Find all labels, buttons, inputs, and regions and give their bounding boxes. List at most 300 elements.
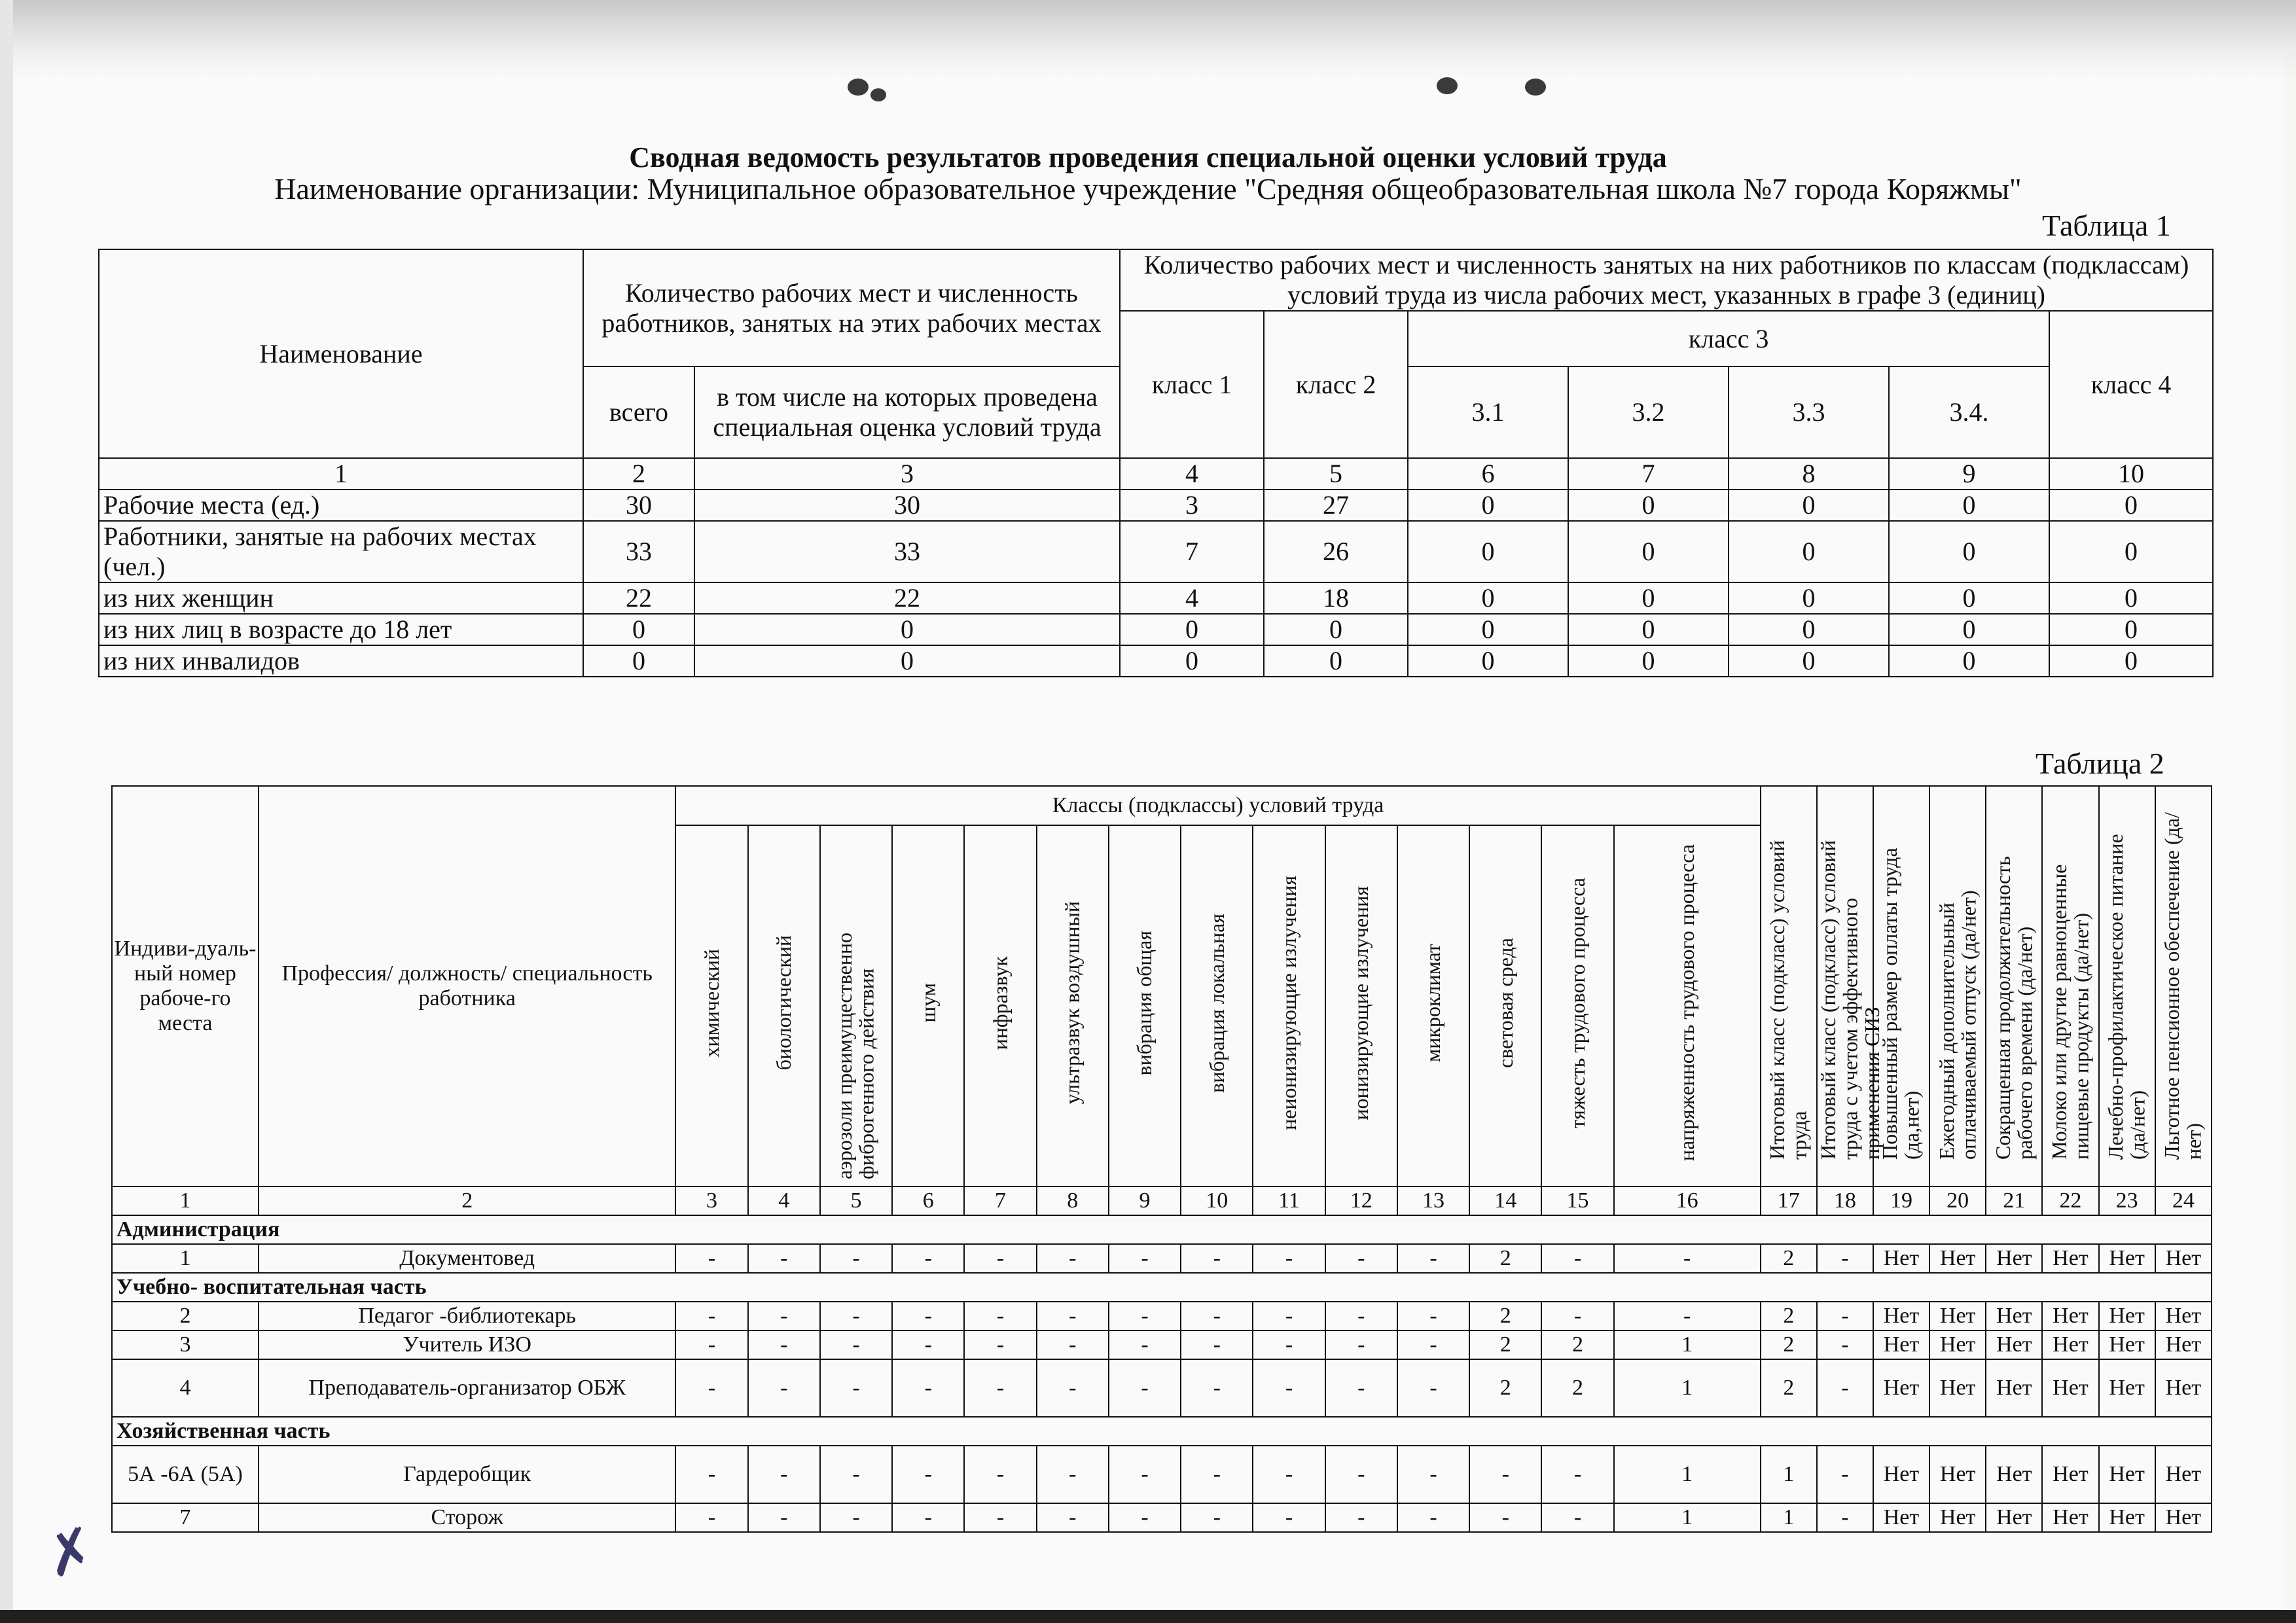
summary-table — [98, 249, 2214, 677]
table-cell: - — [1253, 1503, 1325, 1532]
header-factor-text: тяжесть трудового процесса — [1565, 877, 1589, 1129]
colnum: 15 — [1541, 1186, 1613, 1215]
header-class3: класс 3 — [1408, 311, 2049, 366]
table-cell: 0 — [583, 645, 694, 677]
header-factor-text: инфразвук — [988, 955, 1012, 1050]
table-cell: Нет — [2155, 1302, 2212, 1330]
table-cell: 0 — [1889, 490, 2049, 521]
table-cell: Нет — [1986, 1244, 2042, 1273]
section-row — [112, 1215, 2212, 1244]
table-cell: 1 — [1614, 1446, 1761, 1503]
table-cell: - — [1253, 1446, 1325, 1503]
table-cell: - — [1325, 1503, 1397, 1532]
colnum: 14 — [1469, 1186, 1541, 1215]
row-label: Рабочие места (ед.) — [99, 490, 583, 521]
table-cell: - — [1817, 1302, 1873, 1330]
table-cell: - — [1817, 1503, 1873, 1532]
table-cell: 0 — [1889, 582, 2049, 614]
table-cell: Нет — [1929, 1330, 1986, 1359]
table-cell: 2 — [1761, 1330, 1817, 1359]
table-cell: - — [1817, 1446, 1873, 1503]
header-factor — [748, 825, 820, 1186]
table-cell: - — [820, 1330, 892, 1359]
table-cell: - — [1181, 1330, 1253, 1359]
table-cell: - — [1541, 1302, 1613, 1330]
table-cell: - — [675, 1359, 747, 1417]
header-workplaces-group: Количество рабочих мест и численность работников, занятых на этих рабочих местах — [583, 249, 1120, 366]
header-classes: Классы (подклассы) условий труда — [675, 786, 1760, 825]
table-cell: - — [748, 1302, 820, 1330]
section-row — [112, 1273, 2212, 1302]
punch-hole — [870, 88, 886, 101]
table-cell: - — [1541, 1503, 1613, 1532]
table-cell: 3 — [1120, 490, 1264, 521]
table-cell: - — [748, 1503, 820, 1532]
table-cell: - — [892, 1302, 964, 1330]
table-cell: - — [820, 1359, 892, 1417]
table-cell: - — [1325, 1330, 1397, 1359]
table-cell: - — [675, 1503, 747, 1532]
profession: Гардеробщик — [259, 1446, 675, 1503]
table-cell: 2 — [1761, 1244, 1817, 1273]
table-cell: 2 — [1541, 1330, 1613, 1359]
table-cell: - — [820, 1503, 892, 1532]
table-cell: 0 — [1729, 490, 1889, 521]
header-extra — [2099, 786, 2155, 1186]
table-cell: - — [820, 1302, 892, 1330]
table-cell: 2 — [1469, 1330, 1541, 1359]
table-cell: 0 — [1568, 645, 1729, 677]
table-cell: - — [675, 1330, 747, 1359]
row-label: из них лиц в возрасте до 18 лет — [99, 614, 583, 645]
table-cell: Нет — [2099, 1330, 2155, 1359]
table-cell: - — [1181, 1446, 1253, 1503]
table-cell: - — [1397, 1359, 1469, 1417]
header-factor-text: химический — [699, 948, 723, 1058]
table-cell: - — [1541, 1446, 1613, 1503]
scan-edge-bottom — [0, 1610, 2296, 1623]
table2-label: Таблица 2 — [2036, 747, 2164, 780]
table-cell: Нет — [1986, 1359, 2042, 1417]
table-cell: 0 — [1408, 490, 1568, 521]
table-cell: - — [1037, 1244, 1109, 1273]
table-cell: Нет — [1873, 1359, 1929, 1417]
workplace-id: 5А -6А (5А) — [112, 1446, 259, 1503]
header-factor — [964, 825, 1036, 1186]
header-extra — [1761, 786, 1817, 1186]
row-label: из них инвалидов — [99, 645, 583, 677]
scan-shadow — [0, 0, 2296, 79]
table-cell: - — [1109, 1302, 1181, 1330]
table-cell: 0 — [1568, 490, 1729, 521]
colnum: 13 — [1397, 1186, 1469, 1215]
header-name: Наименование — [99, 249, 583, 458]
header-total: всего — [583, 366, 694, 458]
table-cell: Нет — [1873, 1446, 1929, 1503]
colnum: 4 — [748, 1186, 820, 1215]
table-cell: - — [1614, 1244, 1761, 1273]
table-cell: 0 — [583, 614, 694, 645]
table-cell: 1 — [1761, 1503, 1817, 1532]
header-factor-text: световая среда — [1493, 937, 1517, 1068]
table-cell: 30 — [694, 490, 1120, 521]
table-cell: 1 — [1614, 1503, 1761, 1532]
header-extra — [2042, 786, 2098, 1186]
table-cell: Нет — [2042, 1244, 2098, 1273]
header-factor-text: микроклимат — [1421, 943, 1445, 1062]
table-cell: 7 — [1120, 521, 1264, 582]
header-factor — [1181, 825, 1253, 1186]
colnum: 5 — [820, 1186, 892, 1215]
profession: Документовед — [259, 1244, 675, 1273]
table-row — [112, 1359, 2212, 1417]
table-cell: 0 — [1729, 645, 1889, 677]
table-cell: - — [1037, 1446, 1109, 1503]
table-cell: - — [820, 1446, 892, 1503]
colnum: 6 — [892, 1186, 964, 1215]
header-factor — [1397, 825, 1469, 1186]
table-cell: Нет — [1873, 1503, 1929, 1532]
punch-hole — [848, 79, 869, 96]
table-cell: Нет — [2099, 1302, 2155, 1330]
table-cell: - — [892, 1330, 964, 1359]
table-cell: 0 — [1408, 582, 1568, 614]
table-row — [99, 582, 2213, 614]
workplace-id: 1 — [112, 1244, 259, 1273]
table-cell: 0 — [694, 645, 1120, 677]
header-extra — [2155, 786, 2212, 1186]
colnum: 9 — [1109, 1186, 1181, 1215]
header-classes-group: Количество рабочих мест и численность занятых на них работников по классам (подклассам) условий труда из числа рабочих мест, указанных в графе 3 (единиц) — [1120, 249, 2213, 311]
colnum: 10 — [1181, 1186, 1253, 1215]
colnum: 1 — [112, 1186, 259, 1215]
workplaces-table — [111, 785, 2212, 1533]
table-cell: - — [892, 1446, 964, 1503]
colnum: 7 — [1568, 458, 1729, 490]
table-cell: 1 — [1614, 1330, 1761, 1359]
colnum: 19 — [1873, 1186, 1929, 1215]
table-cell: 0 — [2049, 490, 2213, 521]
header-factor — [1253, 825, 1325, 1186]
section-title: Администрация — [112, 1215, 2212, 1244]
table-cell: - — [1469, 1503, 1541, 1532]
header-factor-text: шум — [916, 983, 940, 1023]
table-cell: Нет — [1929, 1244, 1986, 1273]
table-cell: - — [1037, 1302, 1109, 1330]
column-numbers-row — [99, 458, 2213, 490]
table-row — [99, 521, 2213, 582]
table-cell: - — [1181, 1244, 1253, 1273]
header-factor — [1541, 825, 1613, 1186]
colnum: 16 — [1614, 1186, 1761, 1215]
table-cell: Нет — [1873, 1302, 1929, 1330]
table-cell: Нет — [2155, 1244, 2212, 1273]
table-cell: - — [675, 1302, 747, 1330]
table-cell: - — [1109, 1359, 1181, 1417]
header-extra — [1873, 786, 1929, 1186]
table-cell: - — [1817, 1359, 1873, 1417]
table-cell: 0 — [1568, 582, 1729, 614]
colnum: 2 — [583, 458, 694, 490]
table-cell: Нет — [2099, 1503, 2155, 1532]
colnum: 7 — [964, 1186, 1036, 1215]
table-cell: Нет — [1929, 1302, 1986, 1330]
table-cell: 22 — [583, 582, 694, 614]
table-cell: Нет — [2155, 1330, 2212, 1359]
table-cell: 2 — [1761, 1359, 1817, 1417]
table-row — [112, 1302, 2212, 1330]
table-cell: 30 — [583, 490, 694, 521]
table-cell: 2 — [1469, 1359, 1541, 1417]
table-cell: Нет — [1986, 1446, 2042, 1503]
colnum: 2 — [259, 1186, 675, 1215]
header-class4: класс 4 — [2049, 311, 2213, 458]
workplace-id: 4 — [112, 1359, 259, 1417]
colnum: 3 — [694, 458, 1120, 490]
header-factor — [1325, 825, 1397, 1186]
header-factor-text: вибрация общая — [1132, 930, 1157, 1076]
table-cell: - — [1253, 1359, 1325, 1417]
table-cell: - — [748, 1330, 820, 1359]
colnum: 1 — [99, 458, 583, 490]
table-cell: - — [1397, 1244, 1469, 1273]
table-cell: - — [964, 1330, 1036, 1359]
colnum: 23 — [2099, 1186, 2155, 1215]
table-cell: Нет — [2099, 1359, 2155, 1417]
header-factor-text: биологический — [772, 935, 795, 1071]
table-cell: 27 — [1264, 490, 1408, 521]
header-factor — [820, 825, 892, 1186]
workplace-id: 3 — [112, 1330, 259, 1359]
table-cell: - — [1253, 1244, 1325, 1273]
table-cell: 2 — [1469, 1302, 1541, 1330]
table-cell: - — [1253, 1302, 1325, 1330]
table-cell: - — [1817, 1330, 1873, 1359]
table-cell: 0 — [2049, 582, 2213, 614]
table-cell: 18 — [1264, 582, 1408, 614]
header-sub-3-4: 3.4. — [1889, 366, 2049, 458]
table-cell: - — [1469, 1446, 1541, 1503]
table-row — [112, 1503, 2212, 1532]
colnum: 22 — [2042, 1186, 2098, 1215]
table-cell: - — [1181, 1359, 1253, 1417]
table-cell: - — [1397, 1503, 1469, 1532]
table-cell: 0 — [1264, 614, 1408, 645]
header-factor — [1614, 825, 1761, 1186]
header-sub-3-3: 3.3 — [1729, 366, 1889, 458]
table-cell: 0 — [1729, 521, 1889, 582]
organization-name: Наименование организации: Муниципальное образовательное учреждение "Средняя общеобразовательная школа №7 города Коряжмы" — [274, 172, 2022, 205]
table-cell: - — [964, 1503, 1036, 1532]
table-row — [112, 1446, 2212, 1503]
table-cell: 0 — [1408, 521, 1568, 582]
table-cell: - — [964, 1359, 1036, 1417]
table-cell: 2 — [1541, 1359, 1613, 1417]
table-cell: - — [1325, 1302, 1397, 1330]
table-cell: 0 — [1889, 614, 2049, 645]
table-cell: - — [1037, 1359, 1109, 1417]
workplace-id: 7 — [112, 1503, 259, 1532]
header-factor-text: ультразвук воздушный — [1060, 901, 1084, 1105]
table-cell: Нет — [2042, 1359, 2098, 1417]
table-cell: Нет — [1986, 1330, 2042, 1359]
header-extra-text: Итоговый класс (подкласс) условий труда — [1765, 840, 1811, 1160]
table-cell: - — [1397, 1302, 1469, 1330]
header-factor — [675, 825, 747, 1186]
table-cell: - — [1397, 1446, 1469, 1503]
table-cell: - — [748, 1446, 820, 1503]
header-workplace-id: Индиви-дуаль-ный номер рабоче-го места — [112, 786, 259, 1186]
table-cell: - — [964, 1302, 1036, 1330]
header-factor — [1037, 825, 1109, 1186]
header-sub-3-1: 3.1 — [1408, 366, 1568, 458]
header-factor — [1109, 825, 1181, 1186]
table-cell: - — [964, 1244, 1036, 1273]
table-cell: Нет — [2099, 1446, 2155, 1503]
table-cell: 26 — [1264, 521, 1408, 582]
table-cell: - — [675, 1446, 747, 1503]
table-cell: - — [1181, 1302, 1253, 1330]
row-label: из них женщин — [99, 582, 583, 614]
table-cell: - — [1614, 1302, 1761, 1330]
table-cell: - — [748, 1244, 820, 1273]
profession: Учитель ИЗО — [259, 1330, 675, 1359]
table-cell: Нет — [1929, 1446, 1986, 1503]
header-extra-text: Льготное пенсионное обеспечение (да/нет) — [2160, 812, 2206, 1160]
row-label: Работники, занятые на рабочих местах (чел.) — [99, 521, 583, 582]
header-extra-text: Молоко или другие равноценные пищевые продукты (да/нет) — [2047, 865, 2093, 1160]
table-cell: - — [1037, 1503, 1109, 1532]
table-cell: 1 — [1761, 1446, 1817, 1503]
scan-edge-left — [0, 0, 13, 1623]
header-extra-text: Ежегодный дополнительный оплачиваемый отпуск (да/нет) — [1934, 890, 1981, 1160]
table-cell: 0 — [1889, 645, 2049, 677]
header-factor-text: вибрация локальная — [1204, 913, 1229, 1093]
table-row — [99, 490, 2213, 521]
handwritten-mark: ✗ — [38, 1515, 103, 1592]
header-profession: Профессия/ должность/ специальность работника — [259, 786, 675, 1186]
table-cell: 0 — [1889, 521, 2049, 582]
table-cell: 2 — [1761, 1302, 1817, 1330]
table-cell: - — [1109, 1503, 1181, 1532]
header-factor — [1469, 825, 1541, 1186]
table-cell: Нет — [1873, 1244, 1929, 1273]
table-cell: - — [892, 1503, 964, 1532]
table-row — [99, 614, 2213, 645]
table-cell: - — [892, 1359, 964, 1417]
table-cell: 33 — [583, 521, 694, 582]
colnum: 9 — [1889, 458, 2049, 490]
colnum: 5 — [1264, 458, 1408, 490]
table-cell: - — [964, 1446, 1036, 1503]
colnum: 21 — [1986, 1186, 2042, 1215]
table-cell: 0 — [1120, 614, 1264, 645]
table-row — [99, 645, 2213, 677]
table-cell: - — [1325, 1446, 1397, 1503]
table-cell: 0 — [2049, 521, 2213, 582]
header-factor-text: ионизирующие излучения — [1349, 885, 1372, 1120]
table-cell: Нет — [2042, 1503, 2098, 1532]
colnum: 8 — [1037, 1186, 1109, 1215]
header-extra-text: Сокращенная продолжительность рабочего времени (да/нет) — [1990, 856, 2037, 1160]
colnum: 6 — [1408, 458, 1568, 490]
colnum: 4 — [1120, 458, 1264, 490]
table-cell: - — [1109, 1244, 1181, 1273]
colnum: 18 — [1817, 1186, 1873, 1215]
table-cell: Нет — [1986, 1503, 2042, 1532]
header-extra-text: Итоговый класс (подкласс) условий труда с учетом эффективного применения СИЗ — [1816, 840, 1884, 1160]
table-cell: Нет — [2042, 1446, 2098, 1503]
header-extra-text: Повышенный размер оплаты труда (да,нет) — [1878, 847, 1924, 1160]
table-cell: 0 — [694, 614, 1120, 645]
table-cell: - — [1541, 1244, 1613, 1273]
table-cell: - — [748, 1359, 820, 1417]
colnum: 24 — [2155, 1186, 2212, 1215]
table-cell: Нет — [2155, 1359, 2212, 1417]
table-cell: 4 — [1120, 582, 1264, 614]
table-cell: - — [1397, 1330, 1469, 1359]
table-cell: 0 — [1120, 645, 1264, 677]
table-cell: 0 — [1729, 582, 1889, 614]
table-cell: - — [1817, 1244, 1873, 1273]
table-cell: - — [820, 1244, 892, 1273]
table-cell: Нет — [1873, 1330, 1929, 1359]
table-cell: 0 — [1408, 645, 1568, 677]
colnum: 8 — [1729, 458, 1889, 490]
table-cell: - — [1325, 1244, 1397, 1273]
table-cell: 22 — [694, 582, 1120, 614]
header-class2: класс 2 — [1264, 311, 1408, 458]
table-row — [112, 1330, 2212, 1359]
profession: Преподаватель-организатор ОБЖ — [259, 1359, 675, 1417]
table-cell: Нет — [1929, 1359, 1986, 1417]
header-extra — [1929, 786, 1986, 1186]
table-row — [112, 1244, 2212, 1273]
section-title: Хозяйственная часть — [112, 1417, 2212, 1446]
table-cell: 0 — [1568, 614, 1729, 645]
colnum: 17 — [1761, 1186, 1817, 1215]
table-cell: - — [675, 1244, 747, 1273]
table-cell: 0 — [1568, 521, 1729, 582]
profession: Педагог -библиотекарь — [259, 1302, 675, 1330]
table-cell: - — [1253, 1330, 1325, 1359]
punch-hole — [1525, 79, 1546, 96]
table-cell: - — [1109, 1446, 1181, 1503]
table-cell: 0 — [1408, 614, 1568, 645]
header-extra-text: Лечебно-профилактическое питание (да/нет) — [2103, 834, 2149, 1160]
colnum: 10 — [2049, 458, 2213, 490]
table-cell: - — [892, 1244, 964, 1273]
colnum: 3 — [675, 1186, 747, 1215]
table-cell: Нет — [1986, 1302, 2042, 1330]
header-factor-text: напряженность трудового процесса — [1674, 844, 1698, 1162]
table-cell: - — [1325, 1359, 1397, 1417]
header-factor-text: неионизирующие излучения — [1276, 876, 1300, 1130]
table-cell: Нет — [2155, 1446, 2212, 1503]
header-factor — [892, 825, 964, 1186]
table-cell: - — [1109, 1330, 1181, 1359]
section-row — [112, 1417, 2212, 1446]
section-title: Учебно- воспитательная часть — [112, 1273, 2212, 1302]
table-cell: Нет — [2042, 1302, 2098, 1330]
profession: Сторож — [259, 1503, 675, 1532]
header-assessed: в том числе на которых проведена специальная оценка условий труда — [694, 366, 1120, 458]
table-cell: - — [1181, 1503, 1253, 1532]
table-cell: 33 — [694, 521, 1120, 582]
table1-label: Таблица 1 — [2042, 209, 2171, 242]
table-cell: 1 — [1614, 1359, 1761, 1417]
table-cell: Нет — [2155, 1503, 2212, 1532]
